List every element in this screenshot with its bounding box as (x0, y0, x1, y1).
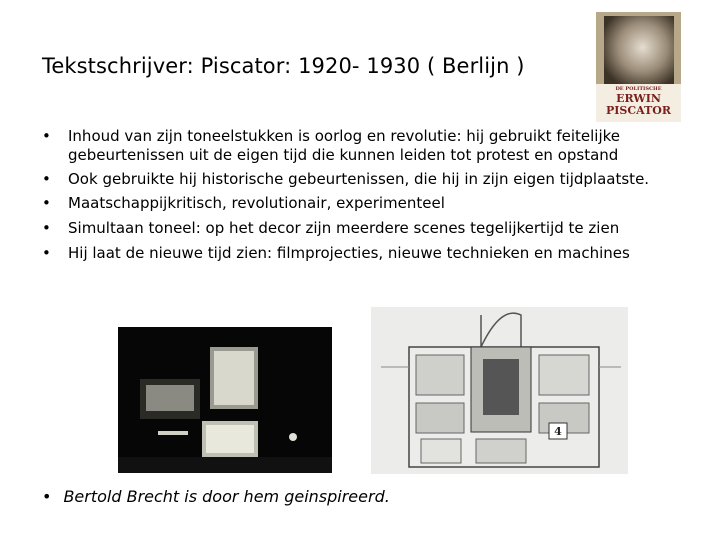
bullet-item: • Ook gebruikte hij historische gebeurtenissen, die hij in zijn eigen tijdplaatste. (42, 170, 692, 189)
stage-design-svg (371, 307, 628, 474)
book-cover-name-2: PISCATOR (606, 104, 671, 117)
book-cover-image (596, 12, 681, 122)
bullet-marker: • (42, 487, 52, 506)
stage-photo (118, 327, 332, 473)
final-bullet-text: Bertold Brecht is door hem geinspireerd. (63, 487, 390, 506)
book-cover-subtitle: DE POLITISCHE (615, 86, 662, 92)
bullet-item: • Maatschappijkritisch, revolutionair, experimenteel (42, 194, 692, 213)
bullet-item: • Hij laat de nieuwe tijd zien: filmprojecties, nieuwe technieken en machines (42, 244, 692, 263)
book-cover-band (596, 84, 681, 122)
final-bullet (42, 487, 390, 506)
bullet-item: • Simultaan toneel: op het decor zijn meerdere scenes tegelijkertijd te zien (42, 219, 692, 238)
stage-number-label: 4 (554, 425, 562, 438)
stage-design-drawing (371, 307, 628, 474)
bullet-item: • Inhoud van zijn toneelstukken is oorlog en revolutie: hij gebruikt feitelijke gebeurtenissen uit de eigen tijd die kunnen leiden tot protest en opstand (42, 127, 692, 165)
bullet-list (42, 127, 692, 269)
stage-photo-drawing (118, 327, 332, 473)
slide-title: Tekstschrijver: Piscator: 1920- 1930 ( Berlijn ) (42, 54, 525, 78)
portrait-photo (604, 16, 674, 86)
book-cover-name-1: ERWIN (616, 92, 661, 105)
